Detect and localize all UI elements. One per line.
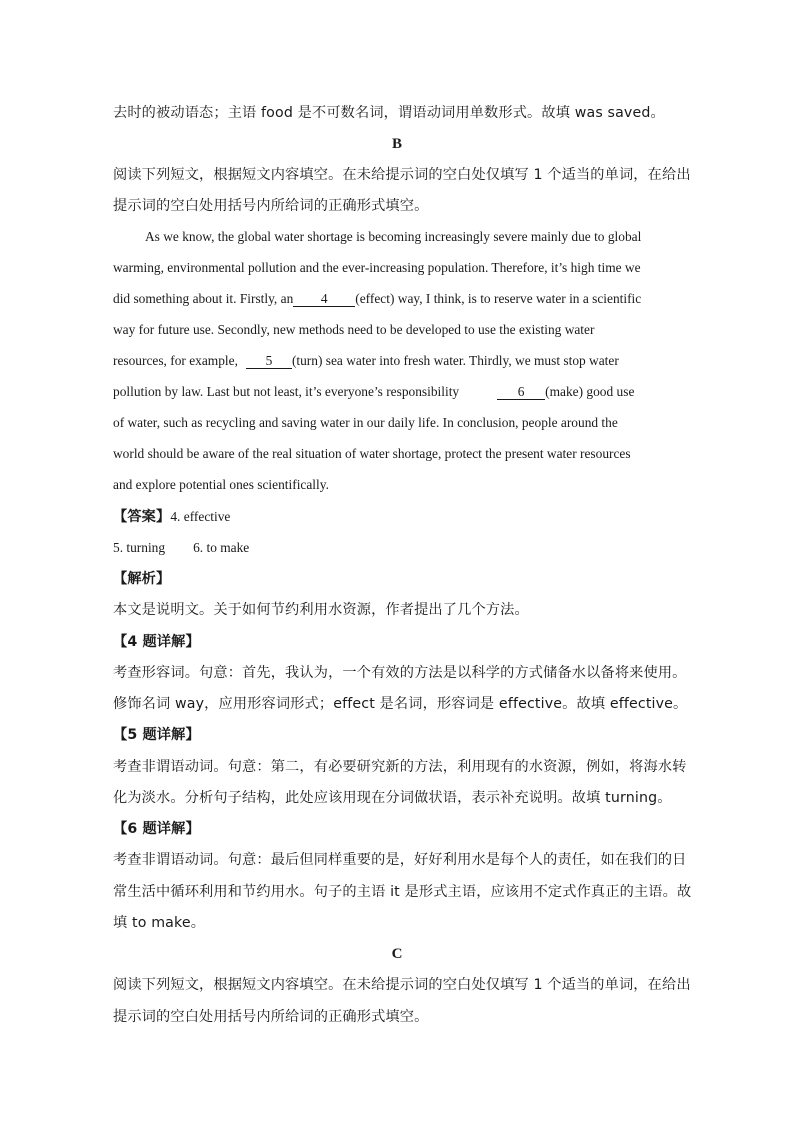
q6-explain-2: 常生活中循环利用和节约用水。句子的主语 it 是形式主语，应该用不定式作真正的主语。故	[113, 884, 692, 900]
q4-tag: 【4 题详解】	[113, 634, 200, 650]
q6-tag: 【6 题详解】	[113, 821, 200, 837]
answer-4: 4. effective	[170, 509, 231, 524]
passage-line-3-end: (effect) way, I think, is to reserve water in a scientific	[355, 291, 642, 306]
answer-tag: 【答案】	[113, 509, 171, 525]
section-b-instruction-1: 阅读下列短文，根据短文内容填空。在未给提示词的空白处仅填写 1 个适当的单词，在给出	[113, 167, 691, 183]
analysis-text: 本文是说明文。关于如何节约利用水资源，作者提出了几个方法。	[113, 602, 529, 618]
continuation-line: 去时的被动语态；主语 food 是不可数名词，谓语动词用单数形式。故填 was saved。	[113, 105, 665, 121]
section-b-instruction-2: 提示词的空白处用括号内所给词的正确形式填空。	[113, 198, 429, 214]
q5-explain-2: 化为淡水。分析句子结构，此处应该用现在分词做状语，表示补充说明。故填 turning。	[113, 790, 672, 806]
q4-explain-2: 修饰名词 way，应用形容词形式；effect 是名词，形容词是 effective。故填 effective。	[113, 696, 688, 712]
q5-explain-1: 考查非谓语动词。句意：第二，有必要研究新的方法，利用现有的水资源，例如，将海水转	[113, 759, 687, 775]
section-b-heading: B	[391, 136, 402, 152]
q6-explain-1: 考查非谓语动词。句意：最后但同样重要的是，好好利用水是每个人的责任，如在我们的日	[113, 852, 687, 868]
passage-line-5-end: (turn) sea water into fresh water. Thirdly, we must stop water	[291, 353, 619, 368]
section-c-instruction-2: 提示词的空白处用括号内所给词的正确形式填空。	[113, 1009, 429, 1025]
answer-5: 5. turning	[113, 540, 166, 555]
passage-line-6-end: (make) good use	[545, 384, 635, 399]
answer-line	[113, 507, 230, 527]
analysis-tag: 【解析】	[113, 571, 171, 587]
blank-4[interactable]: 4	[293, 291, 355, 307]
q6-explain-3: 填 to make。	[113, 915, 206, 931]
blank-5[interactable]: 5	[246, 353, 292, 369]
passage-line-3	[113, 289, 641, 309]
section-c-heading: C	[391, 946, 403, 962]
q4-explain-1: 考查形容词。句意：首先，我认为，一个有效的方法是以科学的方式储备水以备将来使用。	[113, 665, 687, 681]
section-c-instruction-1: 阅读下列短文，根据短文内容填空。在未给提示词的空白处仅填写 1 个适当的单词，在给出	[113, 977, 691, 993]
passage-line-5-start: resources, for example,	[113, 353, 238, 368]
passage-line-8: world should be aware of the real situation of water shortage, protect the present water resources	[113, 446, 631, 461]
answer-line-2	[113, 538, 249, 558]
passage-line-5	[113, 351, 619, 371]
passage-line-2: warming, environmental pollution and the ever-increasing population. Therefore, it’s high time we	[113, 260, 641, 275]
passage-line-1: As we know, the global water shortage is becoming increasingly severe mainly due to global	[145, 229, 642, 244]
passage-line-9: and explore potential ones scientifically.	[113, 477, 329, 492]
passage-line-3-start: did something about it. Firstly, an	[113, 291, 294, 306]
q5-tag: 【5 题详解】	[113, 727, 200, 743]
passage-line-4: way for future use. Secondly, new methods need to be developed to use the existing water	[113, 322, 595, 337]
passage-line-7: of water, such as recycling and saving water in our daily life. In conclusion, people around the	[113, 415, 618, 430]
passage-line-6-start: pollution by law. Last but not least, it’s everyone’s responsibility	[113, 384, 460, 399]
passage-line-6	[113, 382, 634, 402]
answer-6: 6. to make	[193, 540, 250, 555]
blank-6[interactable]: 6	[497, 384, 545, 400]
